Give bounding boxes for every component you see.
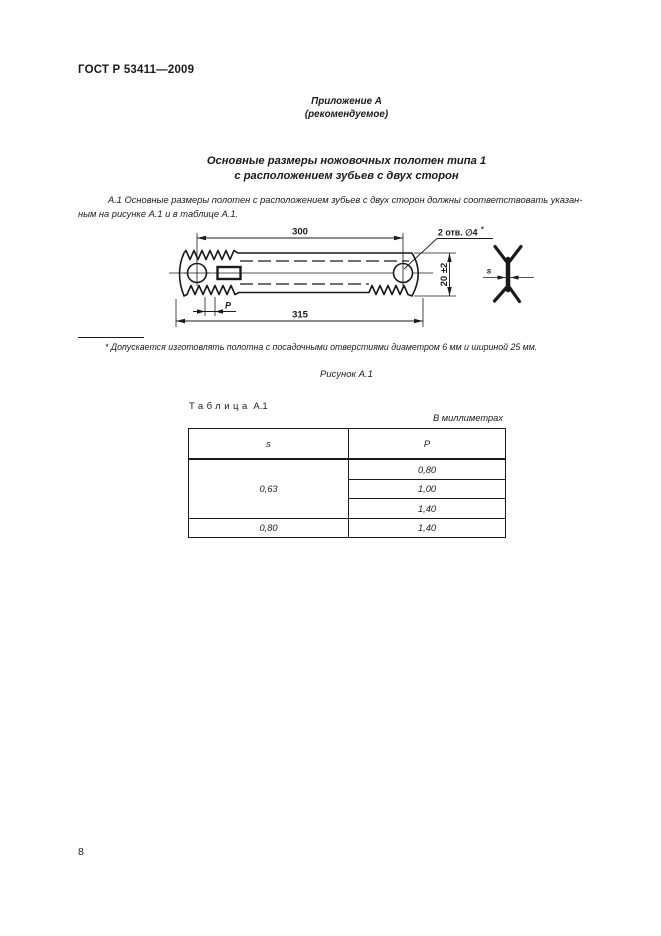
footnote <box>78 342 602 352</box>
figure-a1-drawing <box>165 220 565 348</box>
figure-caption: Рисунок А.1 <box>320 369 373 380</box>
paragraph-a1-line2: ным на рисунке А.1 и в таблице А.1. <box>78 209 239 219</box>
table-a1 <box>188 428 506 538</box>
footnote-divider <box>78 337 144 338</box>
holes-label-text: 2 отв. ∅4 <box>438 227 478 238</box>
table-label <box>189 401 268 412</box>
dim-20-text: 20 ±2 <box>439 262 450 287</box>
table-header-p: P <box>349 429 506 460</box>
table-row <box>189 459 506 480</box>
appendix-heading <box>78 95 615 121</box>
dim-p-arrow-left <box>197 309 205 313</box>
table-label-word: Таблица <box>189 401 251 412</box>
dim-315-arrow-right <box>414 319 423 323</box>
table-label-number: А.1 <box>253 401 268 412</box>
appendix-title: Приложение А <box>311 96 382 107</box>
section-title <box>78 154 615 184</box>
section-title-line1: Основные размеры ножовочных полотен типа 1 <box>206 155 487 167</box>
dim-s-text: s <box>486 265 492 276</box>
footnote-text: Допускается изготовлять полотна с посадочными отверстиями диаметром 6 мм и шириной 25 мм. <box>108 342 538 352</box>
holes-label-star: * <box>481 226 484 234</box>
appendix-subtitle: (рекомендуемое) <box>304 109 389 120</box>
dim-315-text: 315 <box>292 309 308 321</box>
cell-s-063: 0,63 <box>189 459 349 519</box>
table-units-note: В миллиметрах <box>432 413 503 423</box>
cell-p-100: 1,00 <box>349 480 506 499</box>
paragraph-a1-line1: А.1 Основные размеры полотен с расположением зубьев с двух сторон должны соответствовать указан- <box>108 195 583 205</box>
page-number: 8 <box>78 846 84 858</box>
dim-p-text: P <box>224 300 232 311</box>
dim-s-arrow-right <box>511 275 519 279</box>
cell-p-140b: 1,40 <box>349 519 506 538</box>
cell-p-140a: 1,40 <box>349 499 506 519</box>
dim-300-arrow-right <box>394 236 403 240</box>
cell-s-080: 0,80 <box>189 519 349 538</box>
section-title-line2: с расположением зубьев с двух сторон <box>234 170 459 182</box>
footnote-star: * <box>105 342 109 352</box>
dim-300-text: 300 <box>292 226 308 238</box>
document-number: ГОСТ Р 53411—2009 <box>78 64 195 76</box>
dim-20-arrow-bottom <box>447 287 451 296</box>
dim-p-arrow-right <box>215 309 223 313</box>
dim-300-arrow-left <box>197 236 206 240</box>
paragraph-a1 <box>78 193 602 221</box>
dim-315-arrow-left <box>176 319 185 323</box>
table-header-row <box>189 429 506 460</box>
dim-20-arrow-top <box>447 253 451 262</box>
cell-p-080: 0,80 <box>349 459 506 480</box>
table-header-s: s <box>189 429 349 460</box>
tooth-set-cross-section <box>495 247 522 302</box>
table-row <box>189 519 506 538</box>
dim-s-arrow-left <box>498 275 506 279</box>
